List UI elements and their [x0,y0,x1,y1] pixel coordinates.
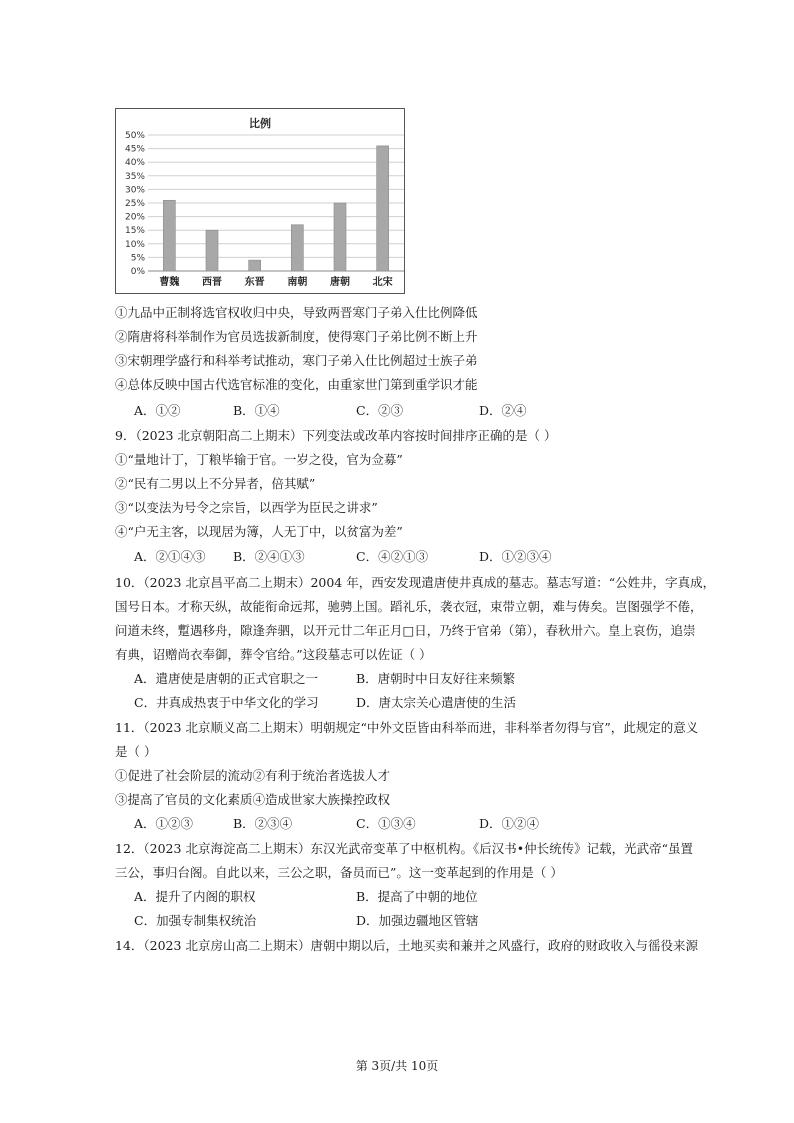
q10-option-b: B．唐朝时中日友好往来频繁 [356,671,516,686]
q12-line-1: 12．（2023 北京海淀高二上期末）东汉光武帝变革了中枢机构。《后汉书•仲长统传》记载，光武帝“虽置 [115,841,693,856]
y-tick-label: 5% [130,253,145,264]
q9-statement-4: ④“户无主客，以现居为簿，人无丁中，以贫富为差” [115,524,403,539]
q11-statement-2: ③提高了官员的文化素质④造成世家大族操控政权 [115,792,391,807]
q12-option-d: D．加强边疆地区管辖 [356,913,479,928]
bar-chart-svg [116,109,404,293]
q12-line-2: 三公，事归台阁。自此以来，三公之职，备员而已”。这一变革起到的作用是（ ） [115,865,563,880]
q8-statement-4: ④总体反映中国古代选官标准的变化，由重家世门第到重学识才能 [115,377,478,392]
y-tick-label: 15% [124,226,145,237]
q12-option-a: A．提升了内阁的职权 [134,889,256,904]
q9-statement-1: ①“量地计丁，丁粮毕输于官。一岁之役，官为佥募” [115,452,403,467]
chart-y-ticks [125,131,145,277]
bar-2 [206,230,218,271]
q8-statement-2: ②隋唐将科举制作为官员选拔新制度，使得寒门子弟比例不断上升 [115,329,478,344]
y-tick-label: 40% [124,158,145,169]
q8-option-b: B．①④ [233,403,280,418]
q10-line-2: 国号日本。才称天纵，故能衔命远邦，驰骋上国。蹈礼乐，袭衣冠，束带立朝，难与俦矣。岂图强学不倦， [115,599,703,614]
q12-option-b: B．提高了中朝的地位 [356,889,478,904]
y-tick-label: 45% [124,144,145,155]
y-tick-label: 50% [124,131,145,141]
q14-line-1: 14．（2023 北京房山高二上期末）唐朝中期以后，土地买卖和兼并之风盛行，政府的财政收入与徭役来源 [115,938,698,953]
x-tick-label: 北宋 [372,277,393,288]
q9-option-a: A．②①④③ [134,549,206,564]
q8-option-c: C．②③ [356,403,404,418]
q9-statement-3: ③“以变法为号令之宗旨，以西学为臣民之讲求” [115,500,378,515]
y-tick-label: 35% [124,171,145,182]
y-tick-label: 30% [124,185,145,196]
q10-line-4: 有典，诏赠尚衣奉御，葬令官给。”这段墓志可以佐证（ ） [115,647,432,662]
chart-bars [163,146,388,271]
q10-line-3: 问道未终，蹔遇移舟，隙逢奔驷，以开元廿二年正月□日，乃终于官弟（第），春秋卅六。皇上哀伤，追崇 [115,623,696,638]
y-tick-label: 10% [124,239,145,250]
q11-option-d: D．①②④ [479,816,540,831]
q9-statement-2: ②“民有二男以上不分异者，倍其赋” [115,476,316,491]
bar-chart [115,108,405,294]
q10-option-a: A．遣唐使是唐朝的正式官职之一 [134,671,319,686]
q11-option-a: A．①②③ [134,816,194,831]
chart-grid [148,135,404,271]
q11-line-2: 是（ ） [115,744,157,759]
q10-option-d: D．唐太宗关心遣唐使的生活 [356,695,517,710]
q8-statement-1: ①九品中正制将选官权收归中央，导致两晋寒门子弟入仕比例降低 [115,305,478,320]
q11-line-1: 11．（2023 北京顺义高二上期末）明朝规定“中外文臣皆由科举而进，非科举者勿得与官”，此规定的意义 [115,720,699,735]
y-tick-label: 0% [130,267,145,277]
q11-option-b: B．②③④ [233,816,293,831]
bar-4 [291,225,303,271]
x-tick-label: 曹魏 [159,277,180,288]
q12-option-c: C．加强专制集权统治 [134,913,257,928]
q11-statement-1: ①促进了社会阶层的流动②有利于统治者选拔人才 [115,768,391,783]
chart-x-ticks [159,275,392,288]
q8-option-d: D．②④ [479,403,527,418]
q11-option-c: C．①③④ [356,816,416,831]
q9-stem: 9．（2023 北京朝阳高二上期末）下列变法或改革内容按时间排序正确的是（ ） [115,428,557,443]
q9-option-b: B．②④①③ [233,549,305,564]
y-tick-label: 20% [124,212,145,223]
x-tick-label: 南朝 [287,277,308,288]
q10-line-1: 10．（2023 北京昌平高二上期末）2004 年，西安发现遣唐使井真成的墓志。墓志写道：“公姓井，字真成， [115,575,716,590]
x-tick-label: 唐朝 [330,277,350,288]
bar-6 [377,146,389,271]
chart-title: 比例 [249,117,271,130]
q8-statement-3: ③宋朝理学盛行和科举考试推动，寒门子弟入仕比例超过士族子弟 [115,353,478,368]
bar-3 [249,260,261,271]
bar-1 [163,200,175,271]
y-tick-label: 25% [124,199,145,209]
x-tick-label: 东晋 [244,277,265,288]
page-footer: 第 3页/共 10页 [355,1059,439,1073]
q10-option-c: C．井真成热衷于中华文化的学习 [134,695,319,710]
q9-option-c: C．④②①③ [356,549,429,564]
q8-option-a: A．①② [134,403,181,418]
q9-option-d: D．①②③④ [479,549,552,564]
x-tick-label: 西晋 [202,277,222,288]
bar-5 [334,203,346,271]
